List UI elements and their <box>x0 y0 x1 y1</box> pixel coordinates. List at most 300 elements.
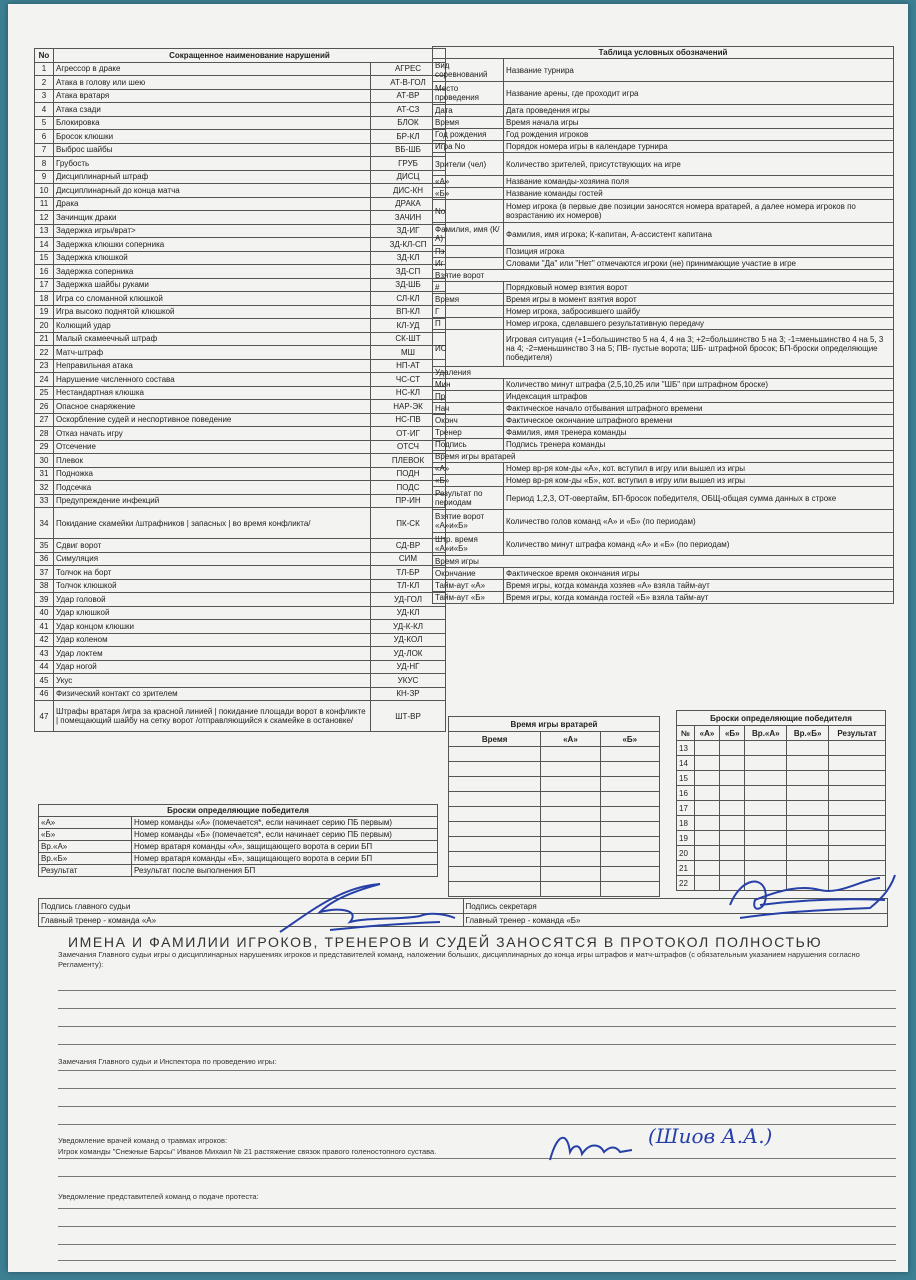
shootout-cell <box>829 801 886 816</box>
violation-row <box>35 620 446 634</box>
violation-number: 12 <box>35 211 54 225</box>
remark-line <box>58 1260 896 1261</box>
violation-number: 35 <box>35 539 54 553</box>
legend-key: ИС <box>433 330 504 367</box>
legend-row <box>433 270 894 282</box>
violation-name: Подсечка <box>54 481 371 495</box>
goalie-time-row <box>449 852 660 867</box>
goalie-time-cell <box>449 852 541 867</box>
goalie-time-row <box>449 747 660 762</box>
legend-row <box>433 592 894 604</box>
legend-row <box>433 318 894 330</box>
violation-name: Симуляция <box>54 552 371 566</box>
violation-name: Зачинщик драки <box>54 211 371 225</box>
violation-code: НС-КЛ <box>371 386 446 400</box>
violation-row <box>35 251 446 265</box>
violation-name: Нарушение численного состава <box>54 373 371 387</box>
remark-line <box>58 1070 896 1071</box>
goalie-time-cell <box>449 807 541 822</box>
legend-value: Время игры в момент взятия ворот <box>504 294 894 306</box>
shootout-cell <box>745 831 787 846</box>
violation-row <box>35 494 446 508</box>
violation-name: Предупреждение инфекций <box>54 494 371 508</box>
violation-code: УКУС <box>371 674 446 688</box>
violation-number: 24 <box>35 373 54 387</box>
violation-name: Игра со сломанной клюшкой <box>54 292 371 306</box>
shootout-col: «Б» <box>720 726 745 741</box>
violation-row <box>35 660 446 674</box>
legend-row <box>433 258 894 270</box>
legend-row <box>433 306 894 318</box>
violation-name: Удар коленом <box>54 633 371 647</box>
legend-row <box>433 330 894 367</box>
violation-number: 19 <box>35 305 54 319</box>
legend-value: Название команды-хозяина поля <box>504 176 894 188</box>
violation-number: 34 <box>35 508 54 539</box>
shootout-row <box>677 741 886 756</box>
legend-value: Номер вр-ря ком-ды «А», кот. вступил в игру или вышел из игры <box>504 463 894 475</box>
shootout-legend-value: Результат после выполнения БП <box>132 865 438 877</box>
legend-key: «Б» <box>433 475 504 487</box>
goalie-time-cell <box>600 777 659 792</box>
violation-number: 13 <box>35 224 54 238</box>
legend-value: Фамилия, имя тренера команды <box>504 427 894 439</box>
shootout-number: 21 <box>677 861 695 876</box>
violation-code: СД-ВР <box>371 539 446 553</box>
legend-value: Номер игрока (в первые две позиции заносятся номера вратарей, а далее номера игроков по возрастанию их номеров) <box>504 200 894 223</box>
violation-name: Задержка игры/врат> <box>54 224 371 238</box>
shootout-cell <box>745 786 787 801</box>
violation-name: Оскорбление судей и неспортивное поведение <box>54 413 371 427</box>
violation-name: Бросок клюшки <box>54 130 371 144</box>
shootout-cell <box>829 846 886 861</box>
remark-line <box>58 1176 896 1177</box>
violation-row <box>35 593 446 607</box>
violation-code: ЗД-СП <box>371 265 446 279</box>
violation-row <box>35 62 446 76</box>
remark-line <box>58 1008 896 1009</box>
shootout-legend-key: Вр.«А» <box>39 841 132 853</box>
goalie-time-cell <box>600 822 659 837</box>
goalie-time-title: Время игры вратарей <box>449 717 660 732</box>
legend-value: Время игры, когда команда хозяев «А» взяла тайм-аут <box>504 580 894 592</box>
legend-key: Зрители (чел) <box>433 153 504 176</box>
goalie-time-cell <box>449 762 541 777</box>
violation-code: ОТСЧ <box>371 440 446 454</box>
goalie-time-col: Время <box>449 732 541 747</box>
violation-number: 14 <box>35 238 54 252</box>
violation-name: Атака сзади <box>54 103 371 117</box>
remark-game-title: Замечания Главного судьи и Инспектора по проведению игры: <box>58 1057 277 1066</box>
violation-code: ПОДН <box>371 467 446 481</box>
legend-value: Фактическое окончание штрафного времени <box>504 415 894 427</box>
violation-row <box>35 440 446 454</box>
shootout-row <box>677 831 886 846</box>
shootout-cell <box>787 846 829 861</box>
shootout-cell <box>745 801 787 816</box>
violation-name: Малый скамеечный штраф <box>54 332 371 346</box>
violation-number: 25 <box>35 386 54 400</box>
shootout-cell <box>787 816 829 831</box>
violations-title: Сокращенное наименование нарушений <box>54 49 446 63</box>
shootout-cell <box>787 801 829 816</box>
violation-row <box>35 265 446 279</box>
shootout-legend-row <box>39 841 438 853</box>
violation-name: Подножка <box>54 467 371 481</box>
violation-name: Штрафы вратаря /игра за красной линией | покидание площади ворот в конфликте | помещающий шайбу на сетку ворот /отправляющийся к скамейке в остановке/ <box>54 701 371 732</box>
violation-row <box>35 184 446 198</box>
goalie-time-row <box>449 822 660 837</box>
violation-code: ПР-ИН <box>371 494 446 508</box>
shootout-legend-title: Броски определяющие победителя <box>39 805 438 817</box>
shootout-row <box>677 801 886 816</box>
violation-row <box>35 566 446 580</box>
violation-row <box>35 413 446 427</box>
legend-key: Мин <box>433 379 504 391</box>
violations-table <box>34 48 446 732</box>
violation-name: Колющий удар <box>54 319 371 333</box>
violation-row <box>35 606 446 620</box>
legend-value: Количество минут штрафа команд «А» и «Б» (по периодам) <box>504 533 894 556</box>
violation-number: 46 <box>35 687 54 701</box>
goalie-time-cell <box>449 747 541 762</box>
shootout-cell <box>694 786 719 801</box>
violation-name: Матч-штраф <box>54 346 371 360</box>
violation-name: Сдвиг ворот <box>54 539 371 553</box>
goalie-time-cell <box>541 777 600 792</box>
legend-value: Название турнира <box>504 59 894 82</box>
shootout-cell <box>787 771 829 786</box>
legend-key: Нач <box>433 403 504 415</box>
shootout-number: 22 <box>677 876 695 891</box>
violation-row <box>35 674 446 688</box>
violation-code: ЗД-КЛ-СП <box>371 238 446 252</box>
legend-section: Удаления <box>433 367 894 379</box>
violation-row <box>35 427 446 441</box>
shootout-row <box>677 846 886 861</box>
violation-row <box>35 103 446 117</box>
goalie-time-cell <box>449 837 541 852</box>
shootout-cell <box>720 846 745 861</box>
violation-row <box>35 278 446 292</box>
violation-row <box>35 633 446 647</box>
goalie-time-row <box>449 867 660 882</box>
violation-code: КН-ЗР <box>371 687 446 701</box>
violation-number: 33 <box>35 494 54 508</box>
shootout-cell <box>720 771 745 786</box>
legend-row <box>433 246 894 258</box>
remark-line <box>58 1158 896 1159</box>
violation-code: ПОДС <box>371 481 446 495</box>
legend-row <box>433 487 894 510</box>
violation-row <box>35 211 446 225</box>
violation-code: СЛ-КЛ <box>371 292 446 306</box>
shootout-col: № <box>677 726 695 741</box>
violation-name: Выброс шайбы <box>54 143 371 157</box>
shootout-row <box>677 756 886 771</box>
remark-line <box>58 1106 896 1107</box>
goalie-time-cell <box>600 792 659 807</box>
goalie-time-cell <box>449 822 541 837</box>
violation-code: ОТ-ИГ <box>371 427 446 441</box>
violation-code: ЗД-ШБ <box>371 278 446 292</box>
legend-row <box>433 475 894 487</box>
violation-row <box>35 238 446 252</box>
shootout-cell <box>787 741 829 756</box>
shootout-cell <box>745 756 787 771</box>
goalie-time-cell <box>600 852 659 867</box>
violation-row <box>35 373 446 387</box>
legend-row <box>433 451 894 463</box>
legend-value: Фактическое время окончания игры <box>504 568 894 580</box>
violation-number: 41 <box>35 620 54 634</box>
injury-handwritten-note: (Шиов А.А.) <box>648 1124 773 1148</box>
injury-signature-scribble <box>542 1122 642 1172</box>
chief-referee-signature: Подпись главного судьи <box>39 899 464 914</box>
shootout-legend-value: Номер вратаря команды «А», защищающего ворота в серии БП <box>132 841 438 853</box>
shootout-cell <box>694 741 719 756</box>
legend-section: Взятие ворот <box>433 270 894 282</box>
violation-code: АГРЕС <box>371 62 446 76</box>
legend-row <box>433 188 894 200</box>
legend-key: Результат по периодам <box>433 487 504 510</box>
goalie-time-table <box>448 716 660 897</box>
shootout-cell <box>787 786 829 801</box>
violation-name: Нестандартная клюшка <box>54 386 371 400</box>
remark-disciplinary-title: Замечания Главного судьи игры о дисциплинарных нарушениях игроков и представителей команд, наложении больших, дисциплинарных до конца игры штрафов и матч-штрафов (с обязательным указанием нарушения согласно Регламенту): <box>58 950 860 969</box>
legend-row <box>433 533 894 556</box>
violation-name: Задержка клюшки соперника <box>54 238 371 252</box>
goalie-time-cell <box>541 792 600 807</box>
shootout-legend-table <box>38 804 438 877</box>
violation-row <box>35 386 446 400</box>
legend-key: Игра No <box>433 141 504 153</box>
legend-section: Время игры <box>433 556 894 568</box>
shootout-cell <box>829 771 886 786</box>
violation-name: Удар головой <box>54 593 371 607</box>
violation-name: Дисциплинарный штраф <box>54 170 371 184</box>
legend-row <box>433 105 894 117</box>
shootout-cell <box>720 756 745 771</box>
legend-row <box>433 176 894 188</box>
goalie-time-col: «Б» <box>600 732 659 747</box>
shootout-cell <box>745 741 787 756</box>
legend-row <box>433 129 894 141</box>
shootout-cell <box>829 786 886 801</box>
protocol-sheet <box>8 4 908 1272</box>
legend-value: Дата проведения игры <box>504 105 894 117</box>
violation-number: 7 <box>35 143 54 157</box>
legend-value: Индексация штрафов <box>504 391 894 403</box>
legend-row <box>433 59 894 82</box>
violation-number: 21 <box>35 332 54 346</box>
violation-name: Удар ногой <box>54 660 371 674</box>
violation-name: Задержка соперника <box>54 265 371 279</box>
legend-value: Подпись тренера команды <box>504 439 894 451</box>
legend-key: Штр. время «А»и«Б» <box>433 533 504 556</box>
legend-value: Порядок номера игры в календаре турнира <box>504 141 894 153</box>
shootout-cell <box>745 771 787 786</box>
goalie-time-row <box>449 837 660 852</box>
violation-number: 43 <box>35 647 54 661</box>
shootout-number: 17 <box>677 801 695 816</box>
goalie-time-row <box>449 792 660 807</box>
shootout-cell <box>745 816 787 831</box>
violation-row <box>35 292 446 306</box>
violation-row <box>35 579 446 593</box>
violation-number: 28 <box>35 427 54 441</box>
violation-name: Физический контакт со зрителем <box>54 687 371 701</box>
shootout-col: «А» <box>694 726 719 741</box>
violation-row <box>35 481 446 495</box>
legend-key: Тренер <box>433 427 504 439</box>
violation-number: 39 <box>35 593 54 607</box>
remark-line <box>58 1088 896 1089</box>
violation-number: 45 <box>35 674 54 688</box>
goalie-time-cell <box>541 867 600 882</box>
violation-name: Удар локтем <box>54 647 371 661</box>
violation-code: ЧС-СТ <box>371 373 446 387</box>
shootout-cell <box>694 876 719 891</box>
violation-code: БЛОК <box>371 116 446 130</box>
violation-code: МШ <box>371 346 446 360</box>
goalie-time-cell <box>600 807 659 822</box>
violation-row <box>35 508 446 539</box>
legend-row <box>433 282 894 294</box>
violation-number: 8 <box>35 157 54 171</box>
violation-code: ЗД-ИГ <box>371 224 446 238</box>
legend-key: Тайм-аут «А» <box>433 580 504 592</box>
violation-number: 15 <box>35 251 54 265</box>
legend-value: Номер игрока, забросившего шайбу <box>504 306 894 318</box>
violation-code: УД-К-КЛ <box>371 620 446 634</box>
legend-key: Г <box>433 306 504 318</box>
legend-row <box>433 580 894 592</box>
legend-row <box>433 391 894 403</box>
legend-value: Год рождения игроков <box>504 129 894 141</box>
violation-name: Драка <box>54 197 371 211</box>
violation-code: АТ-ВР <box>371 89 446 103</box>
violation-name: Укус <box>54 674 371 688</box>
goalie-time-cell <box>541 747 600 762</box>
legend-key: Пр <box>433 391 504 403</box>
shootout-cell <box>694 756 719 771</box>
legend-row <box>433 568 894 580</box>
violation-name: Отсечение <box>54 440 371 454</box>
legend-value: Название команды гостей <box>504 188 894 200</box>
violation-code: ЗАЧИН <box>371 211 446 225</box>
legend-value: Количество зрителей, присутствующих на игре <box>504 153 894 176</box>
violation-number: 17 <box>35 278 54 292</box>
legend-value: Период 1,2,3, ОТ-овертайм, БП-бросок победителя, ОБЩ-общая сумма данных в строке <box>504 487 894 510</box>
violation-number: 1 <box>35 62 54 76</box>
shootout-number: 14 <box>677 756 695 771</box>
violation-code: ДРАКА <box>371 197 446 211</box>
legend-value: Словами "Да" или "Нет" отмечаются игроки (не) принимающие участие в игре <box>504 258 894 270</box>
goalie-time-cell <box>541 837 600 852</box>
violation-row <box>35 89 446 103</box>
violation-name: Плевок <box>54 454 371 468</box>
violation-row <box>35 116 446 130</box>
violation-row <box>35 467 446 481</box>
goalie-time-cell <box>541 852 600 867</box>
referee-signature-scribble <box>270 872 470 942</box>
legend-section: Время игры вратарей <box>433 451 894 463</box>
legend-key: No <box>433 200 504 223</box>
shootout-number: 15 <box>677 771 695 786</box>
legend-key: Время <box>433 294 504 306</box>
violation-number: 37 <box>35 566 54 580</box>
legend-row <box>433 141 894 153</box>
violation-code: СК-ШТ <box>371 332 446 346</box>
shootout-cell <box>829 831 886 846</box>
shootout-legend-value: Номер вратаря команды «Б», защищающего ворота в серии БП <box>132 853 438 865</box>
shootout-cell <box>720 831 745 846</box>
legend-key: Подпись <box>433 439 504 451</box>
secretary-signature-scribble <box>720 860 900 930</box>
legend-key: Год рождения <box>433 129 504 141</box>
shootout-cell <box>829 756 886 771</box>
violation-name: Грубость <box>54 157 371 171</box>
violation-number: 2 <box>35 76 54 90</box>
shootout-cell <box>694 831 719 846</box>
shootout-cell <box>829 816 886 831</box>
remark-line <box>58 1226 896 1227</box>
shootout-cell <box>745 846 787 861</box>
shootout-cell <box>787 756 829 771</box>
shootout-cell <box>720 786 745 801</box>
violation-number: 4 <box>35 103 54 117</box>
violation-code: УД-ГОЛ <box>371 593 446 607</box>
legend-key: # <box>433 282 504 294</box>
secretary-signature: Подпись секретаря <box>463 899 888 914</box>
violation-number: 6 <box>35 130 54 144</box>
shootout-legend-key: «Б» <box>39 829 132 841</box>
shootout-legend-row <box>39 817 438 829</box>
legend-value: Количество минут штрафа (2,5,10,25 или "ШБ" при штрафном броске) <box>504 379 894 391</box>
goalie-time-cell <box>541 822 600 837</box>
legend-key: Фамилия, имя (К/А) <box>433 223 504 246</box>
violation-code: ПЛЕВОК <box>371 454 446 468</box>
legend-row <box>433 463 894 475</box>
violation-name: Отказ начать игру <box>54 427 371 441</box>
shootout-legend-key: Результат <box>39 865 132 877</box>
shootout-cell <box>720 816 745 831</box>
violation-number: 11 <box>35 197 54 211</box>
legend-value: Позиция игрока <box>504 246 894 258</box>
violation-code: АТ-В-ГОЛ <box>371 76 446 90</box>
legend-row <box>433 117 894 129</box>
legend-key: Тайм-аут «Б» <box>433 592 504 604</box>
violation-code: ВП-КЛ <box>371 305 446 319</box>
violation-code: ТЛ-БР <box>371 566 446 580</box>
violation-code: УД-КЛ <box>371 606 446 620</box>
shootout-legend-value: Номер команды «А» (помечается*, если начинает серию ПБ первым) <box>132 817 438 829</box>
coach-b-signature: Главный тренер - команда «Б» <box>463 914 888 927</box>
shootout-col: Результат <box>829 726 886 741</box>
violation-code: ДИС-КН <box>371 184 446 198</box>
legend-row <box>433 439 894 451</box>
violation-code: ДИСЦ <box>371 170 446 184</box>
violation-row <box>35 143 446 157</box>
violation-row <box>35 454 446 468</box>
legend-value: Фамилия, имя игрока; К-капитан, А-ассистент капитана <box>504 223 894 246</box>
legend-row <box>433 200 894 223</box>
legend-row <box>433 153 894 176</box>
goalie-time-cell <box>600 867 659 882</box>
legend-key: Оконч <box>433 415 504 427</box>
violation-row <box>35 224 446 238</box>
